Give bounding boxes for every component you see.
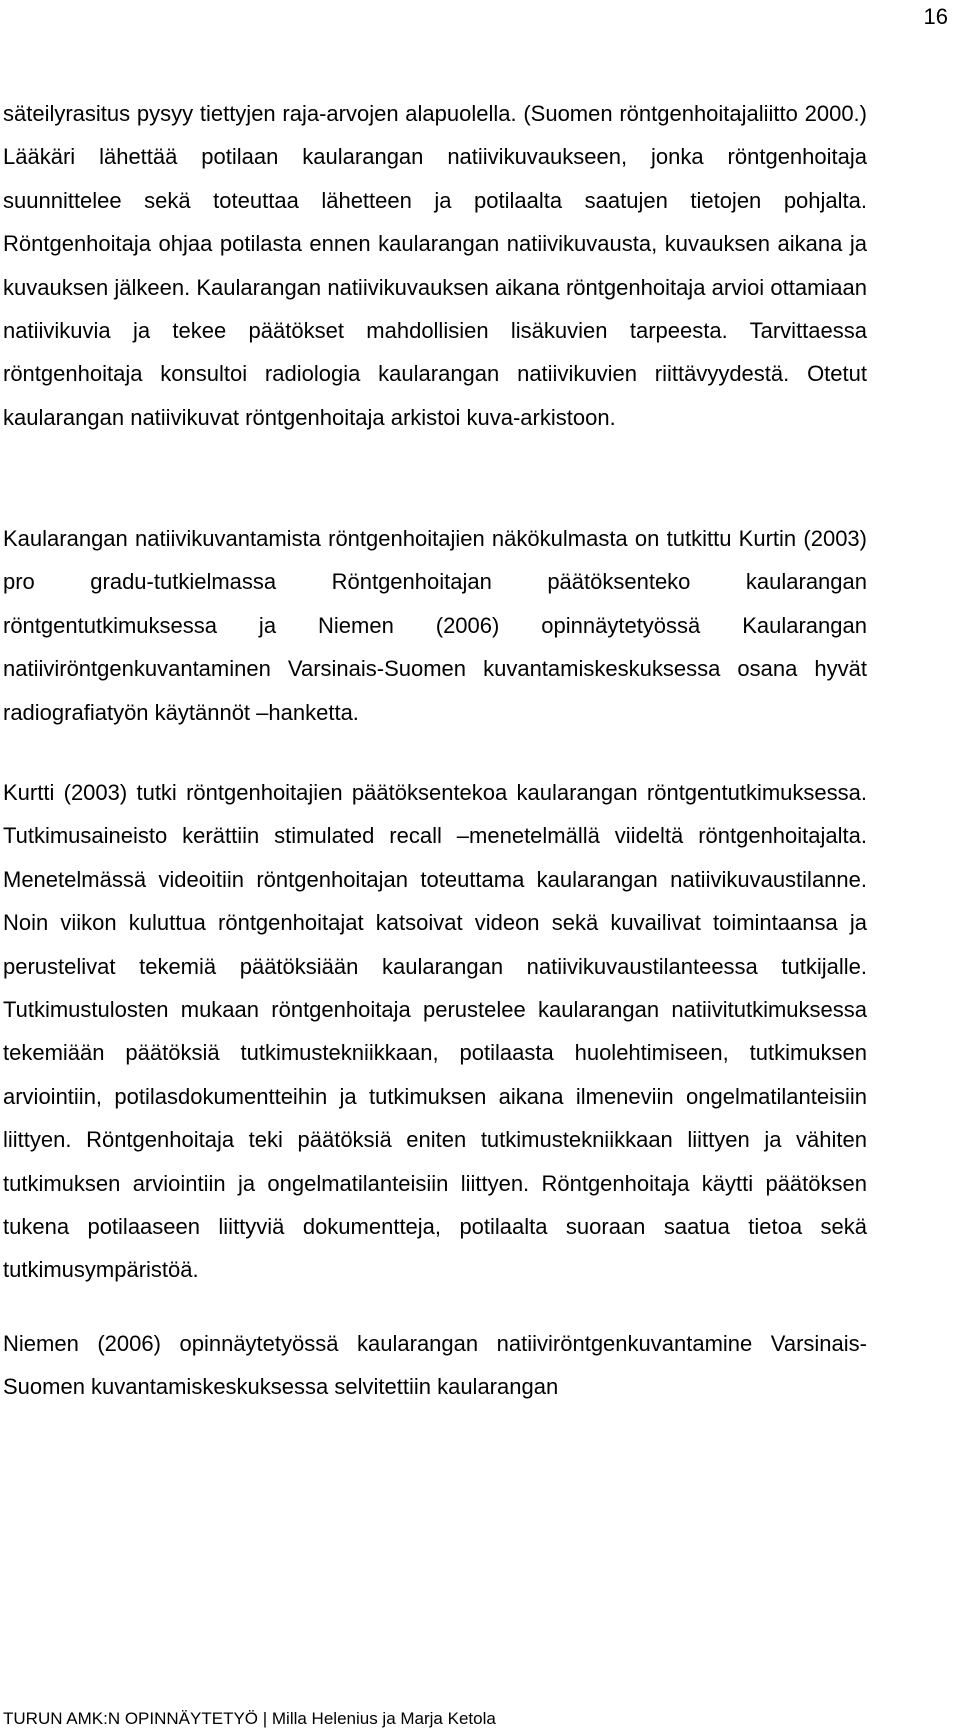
paragraph-2: Kaularangan natiivikuvantamista röntgenhoitajien näkökulmasta on tutkittu Kurtin (2003) pro gradu-tutkielmassa Röntgenhoitajan päätöksenteko kaularangan röntgentutkimuksessa ja Niemen (2006) opinnäytetyössä Kaularangan natiiviröntgenkuvantaminen Varsinais-Suomen kuvantamiskeskuksessa osana hyvät radiografiatyön käytännöt –hanketta. <box>3 526 867 725</box>
page-footer: TURUN AMK:N OPINNÄYTETYÖ | Milla Helenius ja Marja Ketola <box>3 1709 496 1728</box>
paragraph-4: Niemen (2006) opinnäytetyössä kaularangan natiiviröntgenkuvantamine Varsinais-Suomen kuvantamiskeskuksessa selvitettiin kaularangan <box>3 1331 867 1400</box>
paragraph-1: säteilyrasitus pysyy tiettyjen raja-arvojen alapuolella. (Suomen röntgenhoitajaliitto 2000.) Lääkäri lähettää potilaan kaularangan natiivikuvaukseen, jonka röntgenhoitaja suunnittelee sekä toteuttaa lähetteen ja potilaalta saatujen tietojen pohjalta. Röntgenhoitaja ohjaa potilasta ennen kaularangan natiivikuvausta, kuvauksen aikana ja kuvauksen jälkeen. Kaularangan natiivikuvauksen aikana röntgenhoitaja arvioi ottamiaan natiivikuvia ja tekee päätökset mahdollisien lisäkuvien tarpeesta. Tarvittaessa röntgenhoitaja konsultoi radiologia kaularangan natiivikuvien riittävyydestä. Otetut kaularangan natiivikuvat röntgenhoitaja arkistoi kuva-arkistoon. <box>3 101 867 430</box>
paragraph-3: Kurtti (2003) tutki röntgenhoitajien päätöksentekoa kaularangan röntgentutkimuksessa. Tutkimusaineisto kerättiin stimulated recall –menetelmällä viideltä röntgenhoitajalta. Menetelmässä videoitiin röntgenhoitajan toteuttama kaularangan natiivikuvaustilanne. Noin viikon kuluttua röntgenhoitajat katsoivat videon sekä kuvailivat toimintaansa ja perustelivat tekemiä päätöksiään kaularangan natiivikuvaustilanteessa tutkijalle. Tutkimustulosten mukaan röntgenhoitaja perustelee kaularangan natiivitutkimuksessa tekemiään päätöksiä tutkimustekniikkaan, potilaasta huolehtimiseen, tutkimuksen arviointiin, potilasdokumentteihin ja tutkimuksen aikana ilmeneviin ongelmatilanteisiin liittyen. Röntgenhoitaja teki päätöksiä eniten tutkimustekniikkaan liittyen ja vähiten tutkimuksen arviointiin ja ongelmatilanteisiin liittyen. Röntgenhoitaja käytti päätöksen tukena potilaaseen liittyviä dokumentteja, potilaalta suoraan saatua tietoa sekä tutkimusympäristöä. <box>3 780 867 1283</box>
page-number: 16 <box>923 4 948 29</box>
